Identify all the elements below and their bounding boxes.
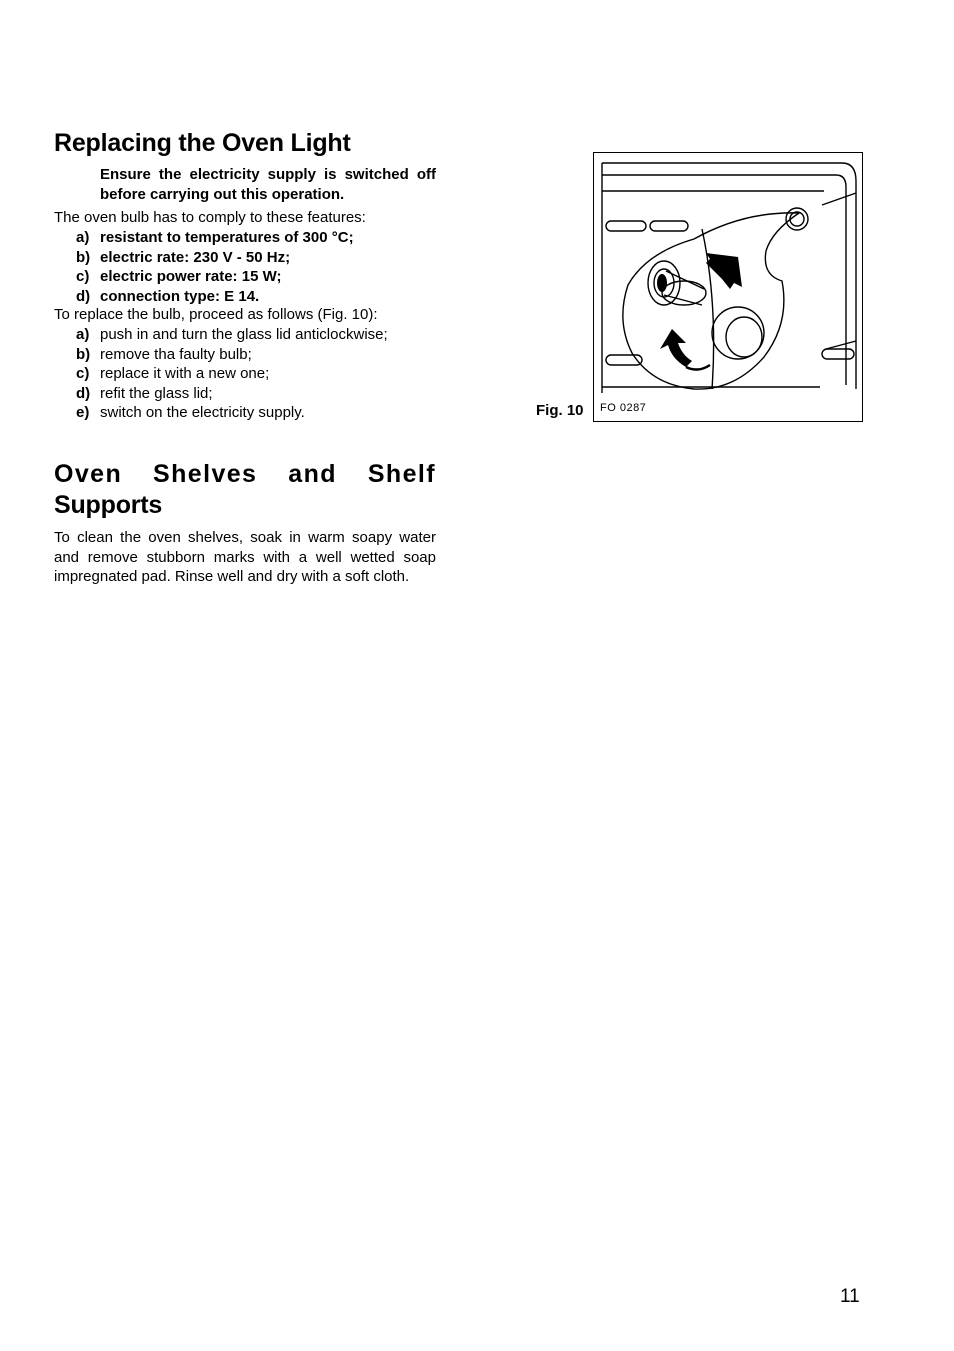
bulb-features-list (76, 228, 354, 306)
replacement-steps-list (76, 325, 388, 423)
section-title-shelves (54, 459, 436, 521)
list-item: d) connection type: E 14. (76, 287, 260, 305)
shelves-cleaning-paragraph: To clean the oven shelves, soak in warm soapy water and remove stubborn marks with a well wetted soap impregnated pad. Rinse well and dry with a soft cloth. (54, 529, 436, 585)
list-item: b) remove tha faulty bulb; (76, 345, 252, 363)
section-title-line2: Supports (54, 491, 163, 519)
list-item: d) refit the glass lid; (76, 384, 213, 402)
oven-light-bulb-replacement-icon (594, 153, 862, 421)
page-number: 11 (840, 1286, 860, 1307)
steps-intro: To replace the bulb, proceed as follows (Fig. 10): (54, 306, 378, 323)
list-item: e) switch on the electricity supply. (76, 404, 305, 421)
section-title-oven-light: Replacing the Oven Light (54, 129, 351, 157)
list-item: c) replace it with a new one; (76, 365, 270, 382)
figure-label: Fig. 10 (536, 402, 584, 419)
list-item: b) electric rate: 230 V - 50 Hz; (76, 248, 291, 266)
list-item: c) electric power rate: 15 W; (76, 268, 282, 285)
section-title-line1: Oven Shelves and Shelf (54, 460, 436, 488)
bulb-features-intro: The oven bulb has to comply to these features: (54, 209, 366, 226)
figure-code: FO 0287 (600, 402, 647, 414)
list-item: a) resistant to temperatures of 300 °C; (76, 229, 354, 246)
list-item: a) push in and turn the glass lid anticlockwise; (76, 326, 388, 343)
safety-warning: Ensure the electricity supply is switched off before carrying out this operation. (100, 166, 436, 203)
figure-frame (593, 152, 863, 422)
